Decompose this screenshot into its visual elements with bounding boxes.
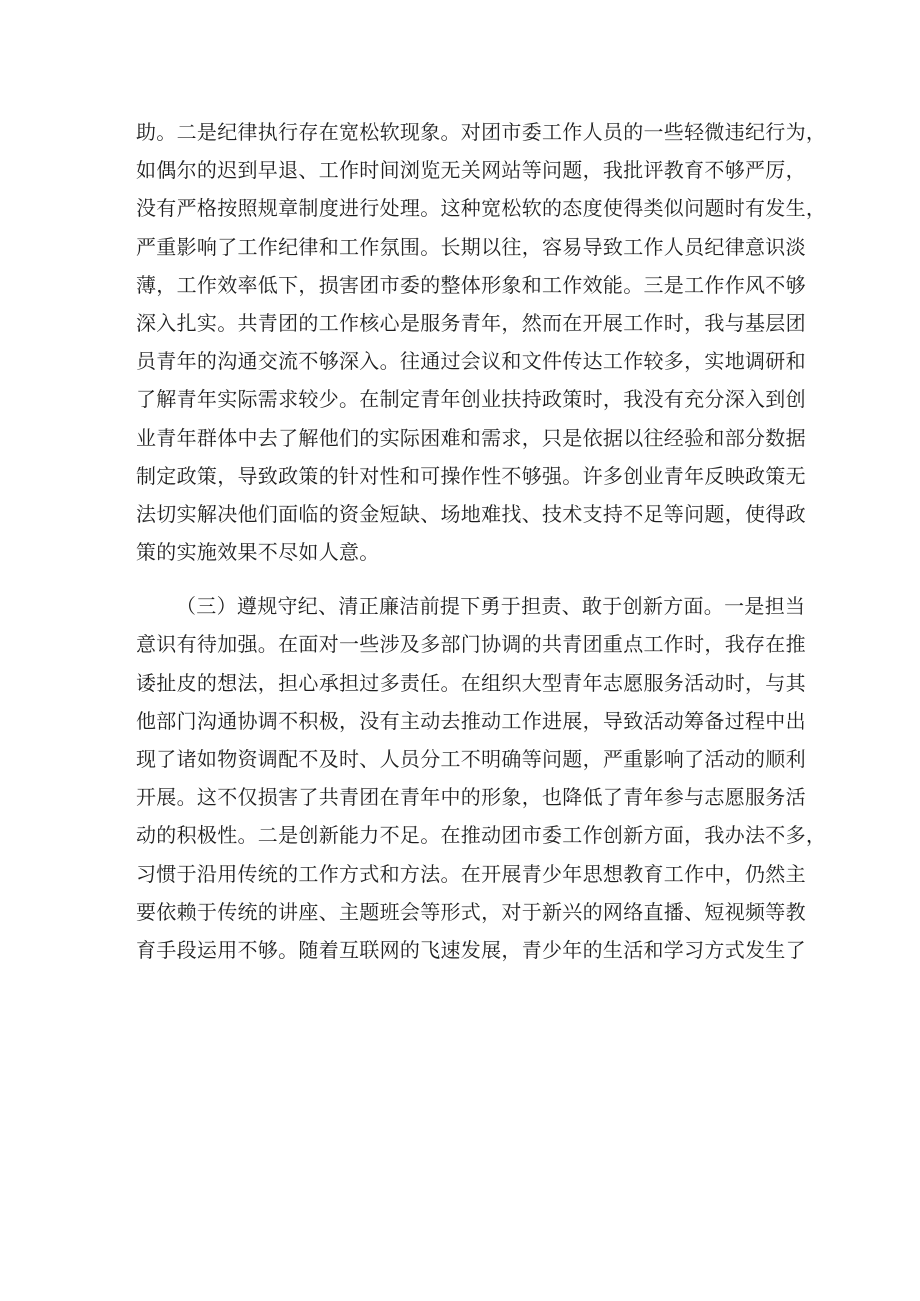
text-line: 了解青年实际需求较少。在制定青年创业扶持政策时，我没有充分深入到创 (136, 387, 806, 412)
text-line: 策的实施效果不尽如人意。 (136, 540, 380, 565)
text-line: 现了诸如物资调配不及时、人员分工不明确等问题，严重影响了活动的顺利 (136, 747, 806, 771)
text-line: 制定政策，导致政策的针对性和可操作性不够强。许多创业青年反映政策无 (136, 463, 806, 488)
text-line: 育手段运用不够。随着互联网的飞速发展，青少年的生活和学习方式发生了 (136, 937, 806, 962)
text-line: 习惯于沿用传统的工作方式和方法。在开展青少年思想教育工作中，仍然主 (136, 861, 806, 886)
text-line: 业青年群体中去了解他们的实际困难和需求，只是依据以往经验和部分数据 (136, 425, 806, 450)
paragraph-1 (136, 113, 827, 571)
text-line: 意识有待加强。在面对一些涉及多部门协调的共青团重点工作时，我存在推 (136, 632, 806, 657)
text-line: 助。二是纪律执行存在宽松软现象。对团市委工作人员的一些轻微违纪行为， (136, 120, 827, 144)
text-line: 如偶尔的迟到早退、工作时间浏览无关网站等问题，我批评教育不够严厉， (136, 158, 806, 183)
paragraph-gap (136, 571, 796, 587)
text-line: 他部门沟通协调不积极，没有主动去推动工作进展，导致活动筹备过程中出 (136, 708, 806, 733)
text-line: 法切实解决他们面临的资金短缺、场地难找、技术支持不足等问题，使得政 (136, 501, 806, 526)
document-body (136, 113, 827, 969)
text-line: 诿扯皮的想法，担心承担过多责任。在组织大型青年志愿服务活动时，与其 (136, 670, 806, 695)
text-line: （三）遵规守纪、清正廉洁前提下勇于担责、敢于创新方面。一是担当 (176, 594, 806, 619)
text-line: 开展。这不仅损害了共青团在青年中的形象，也降低了青年参与志愿服务活 (136, 785, 806, 810)
paragraph-2 (136, 587, 827, 969)
text-line: 员青年的沟通交流不够深入。往通过会议和文件传达工作较多，实地调研和 (136, 349, 806, 374)
text-line: 没有严格按照规章制度进行处理。这种宽松软的态度使得类似问题时有发生， (136, 196, 827, 221)
text-line: 严重影响了工作纪律和工作氛围。长期以往，容易导致工作人员纪律意识淡 (136, 234, 806, 259)
text-line: 薄，工作效率低下，损害团市委的整体形象和工作效能。三是工作作风不够 (136, 272, 806, 297)
text-line: 动的积极性。二是创新能力不足。在推动团市委工作创新方面，我办法不多， (136, 823, 827, 848)
text-line: 要依赖于传统的讲座、主题班会等形式，对于新兴的网络直播、短视频等教 (136, 899, 806, 924)
text-line: 深入扎实。共青团的工作核心是服务青年，然而在开展工作时，我与基层团 (136, 310, 806, 335)
